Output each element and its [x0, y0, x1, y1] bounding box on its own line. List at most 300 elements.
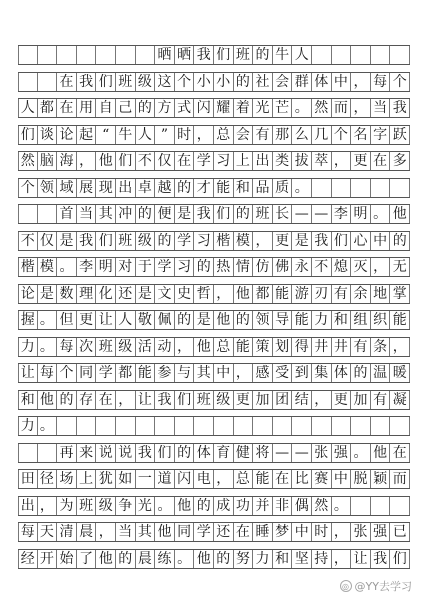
- grid-cell: 刃: [312, 285, 332, 303]
- grid-cell: 其: [136, 523, 156, 541]
- grid-cell: 道: [155, 470, 175, 488]
- grid-cell: 赛: [312, 470, 332, 488]
- grid-cell: 但: [57, 311, 77, 329]
- grid-cell: 时: [175, 126, 195, 144]
- grid-cell: 是: [292, 232, 312, 250]
- grid-cell: 张: [351, 523, 371, 541]
- grid-cell: 更: [77, 311, 97, 329]
- grid-cell: [136, 417, 156, 435]
- grid-cell: 他: [175, 497, 195, 515]
- grid-cell: 班: [77, 497, 97, 515]
- grid-cell: 模: [38, 258, 58, 276]
- grid-cell: 中: [292, 523, 312, 541]
- grid-cell: 在: [57, 73, 77, 91]
- grid-cell: 力: [312, 311, 332, 329]
- grid-cell: 偶: [292, 497, 312, 515]
- grid-cell: [351, 417, 371, 435]
- grid-cell: 强: [332, 444, 352, 462]
- grid-cell: 犹: [96, 470, 116, 488]
- grid-cell: [214, 417, 234, 435]
- grid-cell: 握: [18, 311, 38, 329]
- grid-cell: 是: [136, 285, 156, 303]
- grid-cell: 他: [390, 205, 410, 223]
- grid-cell: 当: [371, 99, 391, 117]
- grid-cell: [77, 46, 97, 64]
- grid-cell: 芒: [273, 99, 293, 117]
- grid-cell: 其: [96, 205, 116, 223]
- grid-cell: 闪: [175, 470, 195, 488]
- grid-cell: 我: [312, 232, 332, 250]
- grid-cell: 佛: [273, 258, 293, 276]
- grid-cell: [77, 417, 97, 435]
- grid-cell: [332, 46, 352, 64]
- grid-cell: 。: [175, 550, 195, 568]
- grid-cell: 为: [57, 497, 77, 515]
- grid-cell: 晨: [136, 550, 156, 568]
- grid-cell: 在: [57, 99, 77, 117]
- grid-cell: 上: [234, 152, 254, 170]
- grid-cell: 便: [155, 205, 175, 223]
- grid-cell: 当: [77, 205, 97, 223]
- grid-cell: 每: [371, 73, 391, 91]
- grid-cell: 能: [136, 364, 156, 382]
- grid-cell: 有: [371, 391, 391, 409]
- grid-cell: 在: [234, 523, 254, 541]
- text-row: [18, 337, 410, 357]
- grid-cell: 。: [155, 497, 175, 515]
- grid-cell: 他: [214, 311, 234, 329]
- grid-cell: 学: [155, 258, 175, 276]
- grid-cell: 并: [253, 497, 273, 515]
- grid-cell: 都: [116, 364, 136, 382]
- grid-cell: 让: [96, 311, 116, 329]
- text-row: [18, 443, 410, 463]
- grid-cell: 卓: [136, 179, 156, 197]
- grid-cell: 有: [332, 285, 352, 303]
- grid-cell: ，: [253, 232, 273, 250]
- grid-cell: 更: [351, 152, 371, 170]
- grid-cell: 他: [234, 285, 254, 303]
- grid-cell: ，: [214, 285, 234, 303]
- grid-cell: 现: [96, 179, 116, 197]
- grid-cell: 冲: [116, 205, 136, 223]
- grid-cell: [312, 417, 332, 435]
- grid-cell: 展: [77, 179, 97, 197]
- text-row: [18, 522, 410, 542]
- grid-cell: 总: [214, 126, 234, 144]
- grid-cell: [96, 46, 116, 64]
- grid-cell: 让: [351, 550, 371, 568]
- grid-cell: 热: [214, 258, 234, 276]
- grid-cell: 自: [96, 99, 116, 117]
- grid-cell: [253, 417, 273, 435]
- grid-cell: ”: [155, 126, 175, 144]
- grid-cell: 参: [155, 364, 175, 382]
- grid-cell: 受: [273, 364, 293, 382]
- grid-cell: 策: [253, 338, 273, 356]
- grid-cell: 永: [292, 258, 312, 276]
- grid-cell: 级: [136, 232, 156, 250]
- grid-cell: 级: [96, 497, 116, 515]
- grid-cell: 地: [371, 285, 391, 303]
- grid-cell: 脑: [38, 152, 58, 170]
- grid-cell: [390, 179, 410, 197]
- grid-cell: 存: [77, 391, 97, 409]
- grid-cell: 的: [234, 73, 254, 91]
- grid-cell: 楷: [214, 232, 234, 250]
- grid-cell: ，: [96, 523, 116, 541]
- grid-cell: 始: [57, 550, 77, 568]
- grid-cell: 次: [77, 338, 97, 356]
- grid-cell: 坚: [292, 550, 312, 568]
- grid-cell: 长: [273, 205, 293, 223]
- grid-cell: 条: [371, 338, 391, 356]
- grid-cell: 其: [194, 364, 214, 382]
- grid-cell: [234, 417, 254, 435]
- grid-cell: 都: [38, 99, 58, 117]
- grid-cell: [390, 417, 410, 435]
- grid-cell: 文: [155, 285, 175, 303]
- grid-cell: 他: [194, 550, 214, 568]
- grid-cell: 人: [136, 126, 156, 144]
- grid-cell: 的: [175, 179, 195, 197]
- grid-cell: 论: [57, 126, 77, 144]
- grid-cell: 出: [18, 497, 38, 515]
- grid-cell: [312, 46, 332, 64]
- grid-cell: 域: [57, 179, 77, 197]
- grid-cell: [136, 46, 156, 64]
- grid-cell: 说: [96, 444, 116, 462]
- grid-cell: 们: [390, 550, 410, 568]
- grid-cell: 用: [77, 99, 97, 117]
- grid-cell: 习: [214, 152, 234, 170]
- grid-cell: ，: [312, 391, 332, 409]
- grid-cell: 多: [390, 152, 410, 170]
- grid-cell: 余: [351, 285, 371, 303]
- grid-cell: 习: [194, 232, 214, 250]
- grid-cell: 出: [116, 179, 136, 197]
- grid-cell: 的: [390, 232, 410, 250]
- grid-cell: 脱: [351, 470, 371, 488]
- grid-cell: 努: [234, 550, 254, 568]
- grid-cell: 经: [18, 550, 38, 568]
- grid-cell: 在: [96, 391, 116, 409]
- grid-cell: [175, 417, 195, 435]
- grid-cell: ，: [351, 73, 371, 91]
- grid-cell: 都: [253, 285, 273, 303]
- grid-cell: 的: [234, 205, 254, 223]
- grid-cell: ，: [332, 152, 352, 170]
- grid-cell: 集: [312, 364, 332, 382]
- grid-cell: 一: [136, 470, 156, 488]
- grid-cell: 组: [351, 311, 371, 329]
- grid-cell: 更: [234, 391, 254, 409]
- grid-cell: 班: [253, 205, 273, 223]
- grid-cell: 中: [371, 232, 391, 250]
- grid-cell: 力: [18, 338, 38, 356]
- grid-cell: 我: [390, 99, 410, 117]
- grid-cell: 得: [292, 338, 312, 356]
- grid-cell: [38, 46, 58, 64]
- grid-cell: 的: [175, 311, 195, 329]
- grid-cell: 小: [194, 73, 214, 91]
- grid-cell: 凝: [390, 391, 410, 409]
- grid-cell: 让: [136, 391, 156, 409]
- grid-cell: 不: [312, 258, 332, 276]
- grid-cell: 我: [77, 73, 97, 91]
- grid-cell: 的: [214, 550, 234, 568]
- text-row: [18, 416, 410, 436]
- grid-cell: 田: [18, 470, 38, 488]
- grid-cell: [38, 205, 58, 223]
- grid-cell: 力: [253, 550, 273, 568]
- grid-cell: 每: [38, 364, 58, 382]
- grid-cell: 天: [38, 523, 58, 541]
- grid-cell: 着: [234, 99, 254, 117]
- grid-cell: 说: [116, 444, 136, 462]
- grid-cell: 时: [312, 523, 332, 541]
- grid-cell: 班: [116, 73, 136, 91]
- grid-cell: 的: [116, 550, 136, 568]
- grid-cell: 班: [96, 338, 116, 356]
- grid-cell: 心: [351, 232, 371, 250]
- grid-cell: 清: [57, 523, 77, 541]
- grid-cell: 有: [351, 338, 371, 356]
- grid-cell: 个: [390, 73, 410, 91]
- grid-cell: 们: [332, 232, 352, 250]
- grid-cell: 体: [194, 444, 214, 462]
- grid-cell: 的: [351, 364, 371, 382]
- grid-cell: [371, 497, 391, 515]
- grid-cell: 。: [351, 444, 371, 462]
- grid-cell: 结: [292, 391, 312, 409]
- grid-cell: 哲: [194, 285, 214, 303]
- grid-cell: 成: [214, 497, 234, 515]
- grid-cell: 加: [351, 391, 371, 409]
- grid-cell: 越: [155, 179, 175, 197]
- grid-cell: 井: [332, 338, 352, 356]
- grid-cell: 牛: [116, 126, 136, 144]
- grid-cell: 感: [253, 364, 273, 382]
- grid-cell: [194, 417, 214, 435]
- grid-cell: [116, 417, 136, 435]
- grid-cell: 式: [175, 99, 195, 117]
- grid-cell: 的: [136, 205, 156, 223]
- grid-cell: ，: [175, 338, 195, 356]
- grid-cell: 们: [155, 444, 175, 462]
- grid-cell: 井: [312, 338, 332, 356]
- grid-cell: 而: [332, 99, 352, 117]
- grid-cell: 晒: [155, 46, 175, 64]
- grid-cell: 们: [116, 152, 136, 170]
- grid-cell: —: [312, 205, 332, 223]
- grid-cell: 光: [253, 99, 273, 117]
- grid-cell: [292, 417, 312, 435]
- grid-cell: ，: [332, 523, 352, 541]
- grid-cell: 班: [234, 46, 254, 64]
- grid-cell: 级: [136, 73, 156, 91]
- grid-cell: ，: [371, 258, 391, 276]
- grid-cell: 电: [194, 470, 214, 488]
- grid-cell: 的: [155, 232, 175, 250]
- grid-cell: 强: [371, 523, 391, 541]
- grid-cell: 他: [38, 391, 58, 409]
- grid-cell: [351, 179, 371, 197]
- grid-cell: 会: [234, 126, 254, 144]
- grid-cell: 我: [194, 205, 214, 223]
- grid-cell: ，: [214, 470, 234, 488]
- title-row: [18, 45, 410, 65]
- grid-cell: [57, 417, 77, 435]
- watermark-text: @YY去学习: [354, 580, 412, 593]
- grid-cell: —: [292, 205, 312, 223]
- grid-cell: 到: [292, 364, 312, 382]
- grid-cell: 无: [390, 258, 410, 276]
- grid-cell: 灭: [351, 258, 371, 276]
- grid-cell: 体: [312, 73, 332, 91]
- grid-cell: 们: [96, 73, 116, 91]
- grid-cell: 佩: [155, 311, 175, 329]
- grid-cell: 起: [77, 126, 97, 144]
- grid-cell: 能: [234, 338, 254, 356]
- grid-cell: ，: [234, 364, 254, 382]
- grid-cell: 而: [390, 470, 410, 488]
- grid-cell: [390, 497, 410, 515]
- grid-cell: 。: [332, 497, 352, 515]
- grid-cell: [116, 46, 136, 64]
- grid-cell: 开: [38, 550, 58, 568]
- grid-cell: 己: [116, 99, 136, 117]
- grid-cell: [351, 497, 371, 515]
- grid-cell: 暖: [390, 364, 410, 382]
- grid-cell: 更: [332, 391, 352, 409]
- grid-cell: 出: [253, 152, 273, 170]
- grid-cell: 。: [57, 258, 77, 276]
- grid-cell: 对: [116, 258, 136, 276]
- grid-cell: 光: [136, 497, 156, 515]
- grid-cell: 们: [18, 126, 38, 144]
- text-row: [18, 204, 410, 224]
- grid-cell: 他: [96, 550, 116, 568]
- grid-cell: 加: [253, 391, 273, 409]
- grid-cell: —: [273, 444, 293, 462]
- grid-cell: 每: [57, 338, 77, 356]
- text-row: [18, 151, 410, 171]
- grid-cell: 群: [292, 73, 312, 91]
- grid-cell: 人: [116, 311, 136, 329]
- grid-cell: 闪: [194, 99, 214, 117]
- grid-cell: 么: [292, 126, 312, 144]
- grid-cell: 掌: [390, 285, 410, 303]
- grid-cell: [18, 444, 38, 462]
- grid-cell: 睡: [253, 523, 273, 541]
- grid-cell: 在: [273, 470, 293, 488]
- text-row: [18, 363, 410, 383]
- grid-cell: 晨: [77, 523, 97, 541]
- grid-cell: 敬: [136, 311, 156, 329]
- text-row: [18, 390, 410, 410]
- text-row: [18, 98, 410, 118]
- watermark: [340, 578, 412, 594]
- circle-logo-icon: ◎: [340, 580, 352, 592]
- grid-cell: 每: [18, 523, 38, 541]
- grid-cell: 团: [273, 391, 293, 409]
- grid-cell: [371, 417, 391, 435]
- grid-cell: 中: [332, 73, 352, 91]
- grid-cell: 李: [332, 205, 352, 223]
- grid-cell: 个: [18, 179, 38, 197]
- grid-cell: [312, 179, 332, 197]
- grid-cell: 梦: [273, 523, 293, 541]
- grid-cell: 牛: [273, 46, 293, 64]
- grid-cell: 是: [194, 311, 214, 329]
- grid-cell: [332, 179, 352, 197]
- grid-cell: 拔: [292, 152, 312, 170]
- grid-cell: 才: [194, 179, 214, 197]
- grid-cell: 。: [371, 205, 391, 223]
- grid-cell: [273, 417, 293, 435]
- grid-cell: 耀: [214, 99, 234, 117]
- grid-cell: 的: [194, 258, 214, 276]
- grid-cell: 然: [312, 99, 332, 117]
- grid-cell: 仅: [155, 152, 175, 170]
- grid-cell: [371, 179, 391, 197]
- grid-cell: 还: [116, 285, 136, 303]
- grid-cell: 让: [18, 364, 38, 382]
- grid-cell: 的: [136, 99, 156, 117]
- grid-cell: 在: [175, 152, 195, 170]
- grid-cell: 持: [312, 550, 332, 568]
- grid-cell: 总: [214, 338, 234, 356]
- grid-cell: 和: [234, 179, 254, 197]
- grid-cell: 总: [234, 470, 254, 488]
- grid-cell: 当: [116, 523, 136, 541]
- grid-cell: 字: [371, 126, 391, 144]
- grid-cell: 然: [18, 152, 38, 170]
- grid-cell: 的: [234, 311, 254, 329]
- grid-cell: 明: [351, 205, 371, 223]
- text-row: [18, 469, 410, 489]
- grid-cell: 领: [38, 179, 58, 197]
- grid-cell: 化: [96, 285, 116, 303]
- grid-cell: 情: [234, 258, 254, 276]
- grid-cell: ，: [351, 99, 371, 117]
- grid-cell: 们: [214, 205, 234, 223]
- grid-cell: 学: [175, 232, 195, 250]
- grid-cell: 体: [332, 364, 352, 382]
- grid-cell: 李: [77, 258, 97, 276]
- grid-cell: 中: [214, 364, 234, 382]
- grid-cell: 我: [194, 46, 214, 64]
- text-row: [18, 231, 410, 251]
- grid-cell: 社: [253, 73, 273, 91]
- grid-cell: 张: [312, 444, 332, 462]
- grid-cell: 温: [371, 364, 391, 382]
- grid-cell: 在: [390, 444, 410, 462]
- grid-cell: 数: [57, 285, 77, 303]
- grid-cell: 同: [77, 364, 97, 382]
- grid-cell: 了: [77, 550, 97, 568]
- text-row: [18, 284, 410, 304]
- grid-cell: [38, 444, 58, 462]
- grid-cell: 楷: [18, 258, 38, 276]
- grid-cell: 个: [175, 73, 195, 91]
- grid-cell: [351, 46, 371, 64]
- grid-cell: 是: [57, 232, 77, 250]
- text-row: [18, 549, 410, 569]
- grid-cell: 模: [234, 232, 254, 250]
- grid-cell: 已: [390, 523, 410, 541]
